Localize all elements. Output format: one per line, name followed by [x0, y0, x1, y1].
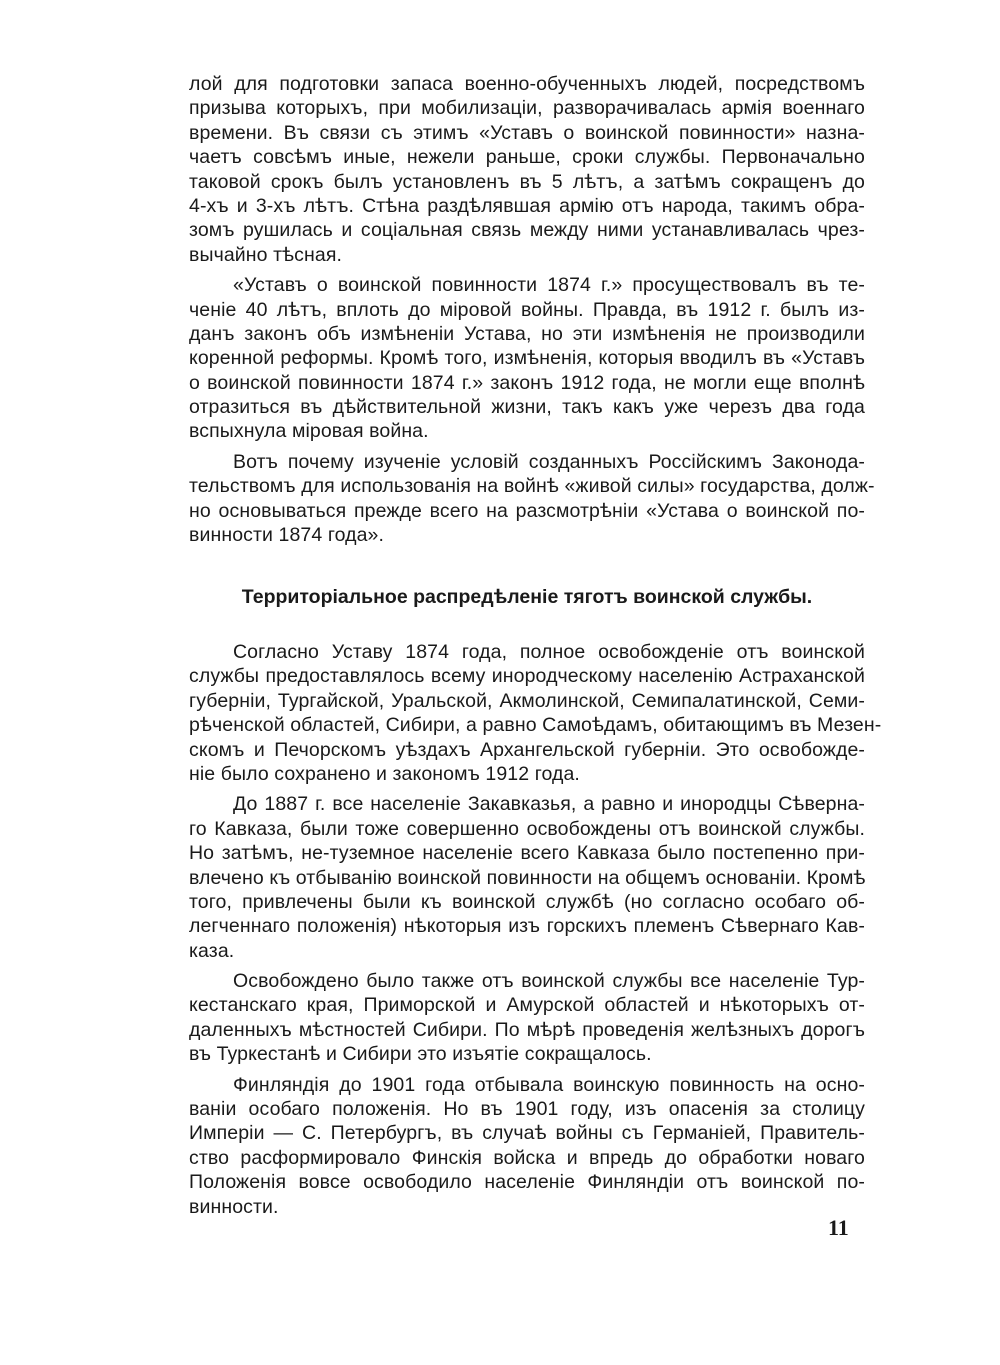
text-block-bottom: [189, 640, 882, 1225]
text-line: таковой срокъ былъ установленъ въ 5 лѣтъ, а затѣмъ сокращенъ до: [189, 170, 865, 193]
paragraph: [189, 450, 875, 548]
text-line: Имперіи — С. Петербургъ, въ случаѣ войны съ Германіей, Правитель-: [189, 1122, 865, 1145]
text-line: Вотъ почему изученіе условій созданныхъ Россійскимъ Законода-: [233, 450, 865, 473]
paragraph: [189, 969, 865, 1067]
text-line: каза.: [189, 939, 235, 962]
text-line: о воинской повинности 1874 г.» законъ 1912 года, не могли еще вполнѣ: [189, 371, 865, 394]
text-line: Финляндія до 1901 года отбывала воинскую повинность на осно-: [233, 1073, 865, 1096]
text-line: ченіе 40 лѣтъ, вплоть до міровой войны. Правда, въ 1912 г. былъ из-: [189, 298, 865, 321]
text-line: Но затѣмъ, не-туземное населеніе всего Кавказа было постепенно при-: [189, 842, 865, 865]
text-line: рѣченской областей, Сибири, а равно Самоѣдамъ, обитающимъ въ Мезен-: [189, 714, 882, 737]
text-line: зомъ рушилась и соціальная связь между ними устанавливалась чрез-: [189, 219, 865, 242]
text-line: скомъ и Печорскомъ уѣздахъ Архангельской губерніи. Это освобожде-: [189, 738, 865, 761]
text-line: 4-хъ и 3-хъ лѣтъ. Стѣна раздѣлявшая армію отъ народа, такимъ обра-: [189, 194, 865, 217]
paragraph: [189, 792, 865, 963]
text-line: легченнаго положенія) нѣкоторыя изъ горскихъ племенъ Сѣвернаго Кав-: [189, 915, 865, 938]
text-line: данъ законъ объ измѣненіи Устава, но эти измѣненія не производили: [189, 322, 865, 345]
text-line: го Кавказа, были тоже совершенно освобождены отъ воинской службы.: [189, 817, 865, 840]
text-line: даленныхъ мѣстностей Сибири. По мѣрѣ проведенія желѣзныхъ дорогъ: [189, 1018, 865, 1041]
text-line: вычайно тѣсная.: [189, 243, 343, 266]
text-line: Освобождено было также отъ воинской службы все населеніе Тур-: [233, 970, 865, 993]
text-line: чаетъ совсѣмъ иные, нежели раньше, сроки службы. Первоначально: [189, 146, 865, 169]
text-line: ніе было сохранено и закономъ 1912 года.: [189, 762, 580, 785]
text-line: губерніи, Тургайской, Уральской, Акмолинской, Семипалатинской, Семи-: [189, 689, 865, 712]
text-line: въ Туркестанѣ и Сибири это изъятіе сокращалось.: [189, 1043, 652, 1066]
text-line: влечено къ отбыванію воинской повинности на общемъ основаніи. Кромѣ: [189, 866, 866, 889]
paragraph: [189, 273, 865, 444]
text-line: службы предоставлялось всему инородческому населенію Астраханской: [189, 665, 865, 688]
text-line: ство расформировало Финскія войска и впредь до обработки новаго: [189, 1146, 865, 1169]
text-line: вспыхнула міровая война.: [189, 420, 429, 443]
text-line: времени. Въ связи съ этимъ «Уставъ о воинской повинности» назна-: [189, 121, 865, 144]
text-line: тельствомъ для использованія на войнѣ «живой силы» государства, долж-: [189, 475, 875, 498]
text-line: кестанскаго края, Приморской и Амурской областей и нѣкоторыхъ от-: [189, 994, 865, 1017]
text-block-top: [189, 72, 875, 553]
text-line: винности.: [189, 1195, 279, 1218]
text-line: Положенія вовсе освободило населеніе Финляндіи отъ воинской по-: [189, 1171, 865, 1194]
text-line: «Уставъ о воинской повинности 1874 г.» просуществовалъ въ те-: [233, 274, 865, 297]
text-line: Согласно Уставу 1874 года, полное освобожденіе отъ воинской: [233, 641, 865, 663]
text-line: коренной реформы. Кромѣ того, измѣненія, которыя вводилъ въ «Уставъ: [189, 347, 865, 370]
section-heading: Территоріальное распредѣленіе тяготъ воинской службы.: [241, 586, 813, 608]
text-line: призыва которыхъ, при мобилизаціи, разворачивалась армія военнаго: [189, 97, 865, 120]
text-line: но основываться прежде всего на разсмотрѣніи «Устава о воинской по-: [189, 499, 865, 522]
paragraph: [189, 1073, 865, 1219]
text-line: ваніи особаго положенія. Но въ 1901 году, изъ опасенія за столицу: [189, 1098, 865, 1121]
paragraph: [189, 72, 865, 267]
text-line: отразиться въ дѣйствительной жизни, такъ какъ уже черезъ два года: [189, 396, 865, 419]
text-line: лой для подготовки запаса военно-обученныхъ людей, посредствомъ: [189, 73, 865, 95]
text-line: винности 1874 года».: [189, 524, 385, 547]
text-line: До 1887 г. все населеніе Закавказья, а равно и инородцы Сѣверна-: [233, 793, 865, 816]
paragraph: [189, 640, 882, 786]
page-number: 11: [828, 1215, 849, 1240]
text-line: того, привлечены были къ воинской службѣ (но согласно особаго об-: [189, 890, 865, 913]
